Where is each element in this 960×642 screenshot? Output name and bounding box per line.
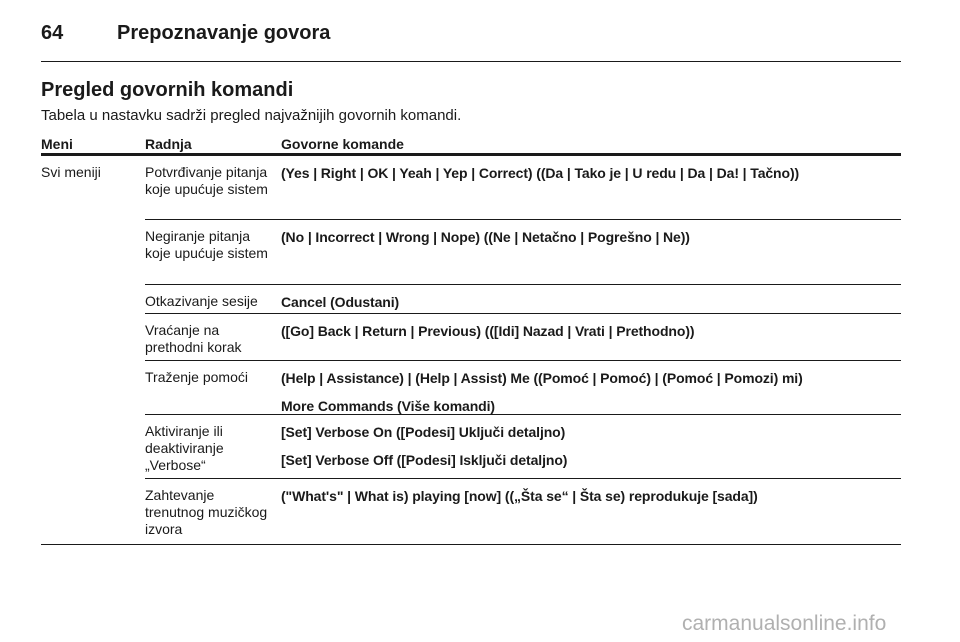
commands-cell (281, 488, 901, 505)
chapter-title: Prepoznavanje govora (117, 22, 331, 44)
voice-commands-table (41, 136, 901, 545)
commands-cell (281, 323, 901, 340)
voice-command: ([Go] Back | Return | Previous) (([Idi] Nazad | Vrati | Prethodno)) (281, 323, 695, 339)
table-row (145, 314, 901, 361)
table-row (41, 479, 901, 545)
section-intro: Tabela u nastavku sadrži pregled najvažnijih govornih komandi. (41, 107, 462, 124)
page-number: 64 (41, 22, 64, 44)
section-title: Pregled govornih komandi (41, 79, 294, 101)
action-cell: Negiranje pitanja koje upućuje sistem (145, 228, 268, 261)
voice-command: (Yes | Right | OK | Yeah | Yep | Correct) ((Da | Tako je | U redu | Da | Da! | Tačno)) (281, 165, 800, 181)
voice-command: (Help | Assistance) | (Help | Assist) Me ((Pomoć | Pomoć) | (Pomoć | Pomozi) mi) (281, 370, 803, 386)
action-cell: Aktiviranje ili deaktiviranje „Verbose“ (145, 423, 224, 473)
commands-cell (281, 294, 901, 311)
voice-command: ("What's" | What is) playing [now] ((„Šta se“ | Šta se) reprodukuje [sada]) (281, 488, 758, 504)
column-header-action: Radnja (145, 136, 192, 152)
table-row (145, 220, 901, 285)
table-row (145, 361, 901, 415)
column-header-commands: Govorne komande (281, 136, 404, 152)
table-row (145, 285, 901, 314)
commands-cell (281, 229, 901, 246)
table-header (41, 136, 901, 156)
action-cell: Potvrđivanje pitanja koje upućuje sistem (145, 164, 268, 197)
voice-command: [Set] Verbose On ([Podesi] Uključi detaljno) (281, 424, 566, 440)
action-cell: Vraćanje na prethodni korak (145, 322, 242, 355)
table-row (145, 156, 901, 220)
header-divider (41, 61, 901, 62)
commands-cell (281, 165, 901, 182)
commands-cell (281, 424, 901, 469)
action-cell: Otkazivanje sesije (145, 293, 258, 309)
table-row (145, 415, 901, 479)
watermark: carmanualsonline.info (682, 612, 887, 635)
commands-cell (281, 370, 901, 415)
column-header-menu: Meni (41, 136, 73, 152)
voice-command: Cancel (Odustani) (281, 294, 400, 310)
voice-command: (No | Incorrect | Wrong | Nope) ((Ne | Netačno | Pogrešno | Ne)) (281, 229, 690, 245)
voice-command: More Commands (Više komandi) (281, 398, 495, 414)
action-cell: Traženje pomoći (145, 369, 248, 385)
voice-command: [Set] Verbose Off ([Podesi] Isključi detaljno) (281, 452, 568, 468)
menu-cell: Svi meniji (41, 164, 101, 180)
page-header (41, 14, 901, 48)
action-cell: Zahtevanje trenutnog muzičkog izvora (145, 487, 268, 537)
table-row-group (41, 156, 901, 545)
